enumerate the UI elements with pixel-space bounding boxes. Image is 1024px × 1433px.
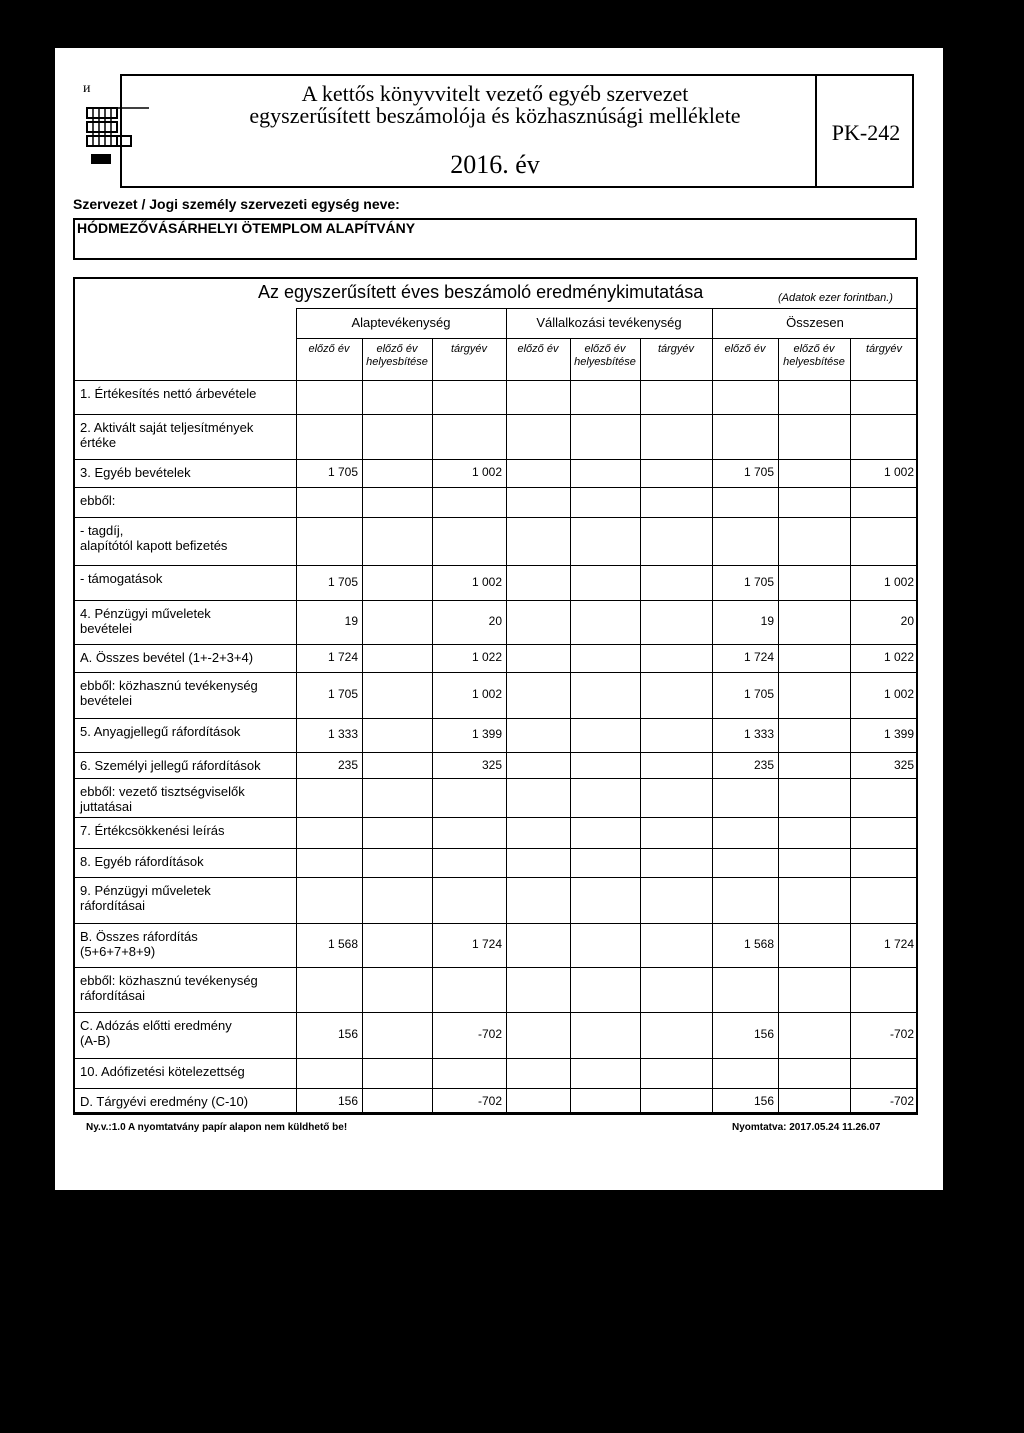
value-cell: 1 333 xyxy=(743,727,774,741)
value-cell: 1 333 xyxy=(327,727,358,741)
value-cell: 1 724 xyxy=(883,937,914,951)
report-title: Az egyszerűsített éves beszámoló eredménykimutatása xyxy=(258,282,704,302)
organization-name-field xyxy=(73,218,917,260)
group-header-vallalkozasi: Vállalkozási tevékenység xyxy=(536,315,682,330)
row-label: 9. Pénzügyi műveletek ráfordításai xyxy=(80,883,211,913)
value-cell: 156 xyxy=(337,1094,358,1108)
svg-text:ᴎ: ᴎ xyxy=(83,81,91,96)
subcolumn-header: tárgyév xyxy=(450,343,488,355)
value-cell: 235 xyxy=(753,758,774,772)
value-cell: -702 xyxy=(477,1027,502,1041)
row-label: C. Adózás előtti eredmény (A-B) xyxy=(80,1018,232,1048)
footer-version-note: Ny.v.:1.0 A nyomtatvány papír alapon nem küldhető be! xyxy=(86,1122,348,1133)
value-cell: 1 705 xyxy=(327,465,358,479)
value-cell: 1 002 xyxy=(883,465,914,479)
report-year: 2016. év xyxy=(450,150,540,179)
value-cell: 1 568 xyxy=(327,937,358,951)
organization-label: Szervezet / Jogi személy szervezeti egység neve: xyxy=(73,196,400,212)
row-label: 8. Egyéb ráfordítások xyxy=(80,854,204,869)
value-cell: -702 xyxy=(477,1094,502,1108)
form-code: PK-242 xyxy=(831,120,901,145)
row-label: 10. Adófizetési kötelezettség xyxy=(80,1064,245,1079)
row-label: 3. Egyéb bevételek xyxy=(80,465,191,480)
value-cell: 1 724 xyxy=(471,937,502,951)
value-cell: 1 705 xyxy=(327,574,358,589)
value-cell: 1 724 xyxy=(743,650,774,664)
row-label: 5. Anyagjellegű ráfordítások xyxy=(80,724,241,739)
subcolumn-header: előző év helyesbítése xyxy=(366,343,428,368)
form-title-line-1: A kettős könyvvitelt vezető egyéb szervezet xyxy=(301,81,689,106)
value-cell: 1 002 xyxy=(471,465,502,479)
subcolumn-header: tárgyév xyxy=(657,343,695,355)
value-cell: 1 022 xyxy=(471,650,502,664)
row-label: - támogatások xyxy=(80,571,163,586)
row-label: B. Összes ráfordítás (5+6+7+8+9) xyxy=(80,929,198,959)
row-label: ebből: vezető tisztségviselők juttatásai xyxy=(80,784,245,814)
value-cell: 20 xyxy=(900,614,914,628)
row-label: ebből: közhasznú tevékenység bevételei xyxy=(80,678,258,708)
row-label: 1. Értékesítés nettó árbevétele xyxy=(80,386,257,401)
value-cell: 20 xyxy=(488,614,502,628)
form-title-line-2: egyszerűsített beszámolója és közhasznúsági melléklete xyxy=(249,103,741,128)
value-cell: 325 xyxy=(481,758,502,772)
subcolumn-header: előző év helyesbítése xyxy=(783,343,845,368)
value-cell: 1 002 xyxy=(883,574,914,589)
subcolumn-header: előző év xyxy=(517,343,559,355)
value-cell: 19 xyxy=(760,614,774,628)
row-label: 6. Személyi jellegű ráfordítások xyxy=(80,758,261,773)
value-cell: 156 xyxy=(753,1027,774,1041)
row-label: - tagdíj, alapítótól kapott befizetés xyxy=(80,523,228,553)
row-label: 4. Pénzügyi műveletek bevételei xyxy=(80,606,211,636)
row-label: D. Tárgyévi eredmény (C-10) xyxy=(80,1094,249,1109)
subcolumn-header: tárgyév xyxy=(865,343,903,355)
value-cell: -702 xyxy=(889,1027,914,1041)
group-header-osszesen: Összesen xyxy=(786,315,844,330)
value-cell: -702 xyxy=(889,1094,914,1108)
value-cell: 1 705 xyxy=(327,687,358,701)
value-cell: 325 xyxy=(893,758,914,772)
value-cell: 1 002 xyxy=(471,574,502,589)
value-cell: 235 xyxy=(337,758,358,772)
value-cell: 1 022 xyxy=(883,650,914,664)
value-cell: 1 705 xyxy=(743,687,774,701)
value-cell: 156 xyxy=(337,1027,358,1041)
value-cell: 1 002 xyxy=(471,687,502,701)
row-label: ebből: közhasznú tevékenység ráfordításai xyxy=(80,973,258,1003)
row-label: 7. Értékcsökkenési leírás xyxy=(80,823,225,838)
row-label: ebből: xyxy=(80,493,116,508)
group-header-alap: Alaptevékenység xyxy=(351,315,451,330)
subcolumn-header: előző év helyesbítése xyxy=(574,343,636,368)
value-cell: 1 705 xyxy=(743,465,774,479)
value-cell: 156 xyxy=(753,1094,774,1108)
value-cell: 1 399 xyxy=(471,727,502,741)
value-cell: 1 724 xyxy=(327,650,358,664)
value-cell: 1 002 xyxy=(883,687,914,701)
subcolumn-header: előző év xyxy=(724,343,766,355)
value-cell: 1 568 xyxy=(743,937,774,951)
value-cell: 1 705 xyxy=(743,574,774,589)
subcolumn-header: előző év xyxy=(308,343,350,355)
row-label: A. Összes bevétel (1+-2+3+4) xyxy=(80,650,254,665)
organization-name: HÓDMEZŐVÁSÁRHELYI ÖTEMPLOM ALAPÍTVÁNY xyxy=(77,220,416,236)
row-label: 2. Aktivált saját teljesítmények értéke xyxy=(80,420,254,450)
value-cell: 1 399 xyxy=(883,727,914,741)
value-cell: 19 xyxy=(344,614,358,628)
unit-note: (Adatok ezer forintban.) xyxy=(778,292,893,304)
footer-print-timestamp: Nyomtatva: 2017.05.24 11.26.07 xyxy=(732,1122,881,1133)
